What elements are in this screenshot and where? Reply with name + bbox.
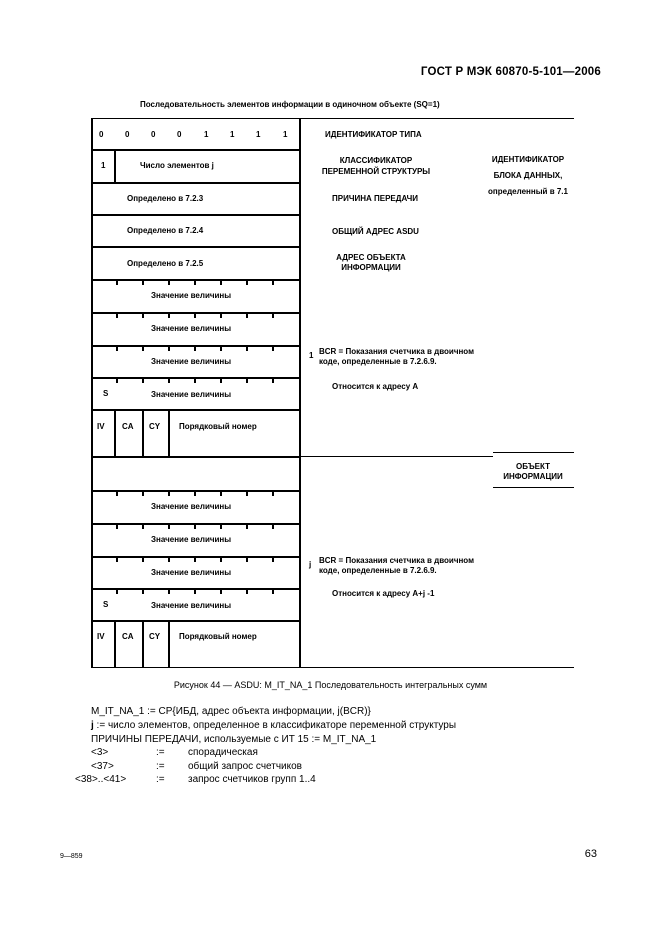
cause-desc: запрос счетчиков групп 1..4 (188, 774, 316, 785)
type-bit: 1 (204, 130, 209, 139)
asdu-structure-figure (91, 118, 574, 668)
type-identifier-label: ИДЕНТИФИКАТОР ТИПА (325, 130, 422, 139)
bcr-description: BCR = Показания счетчика в двоичном коде, определенные в 7.2.6.9. (319, 347, 474, 366)
cause-desc: общий запрос счетчиков (188, 761, 302, 772)
figure-caption: Рисунок 44 — ASDU: M_IT_NA_1 Последовательность интегральных сумм (173, 680, 488, 690)
bcr-reference: Относится к адресу A (332, 382, 419, 391)
definition-line: M_IT_NA_1 := CP{ИБД, адрес объекта информации, j(BCR)} (91, 706, 371, 717)
sequence-number: Порядковый номер (179, 422, 257, 431)
information-object-label: ОБЪЕКТ ИНФОРМАЦИИ (503, 462, 563, 481)
type-bit: 0 (99, 130, 104, 139)
value-label: Значение величины (151, 357, 232, 366)
table-caption: Последовательность элементов информации в одиночном объекте (SQ=1) (140, 100, 440, 109)
cause-op: := (156, 761, 165, 772)
asdu-address-label: ОБЩИЙ АДРЕС ASDU (332, 227, 419, 236)
value-label: Значение величины (151, 568, 232, 577)
type-bit: 0 (177, 130, 182, 139)
print-mark: 9—859 (60, 853, 83, 860)
ioa-label: АДРЕС ОБЪЕКТА ИНФОРМАЦИИ (336, 253, 406, 272)
sign-bit: S (103, 600, 109, 609)
vsq-text: Число элементов j (140, 161, 214, 170)
data-unit-id-label: ИДЕНТИФИКАТОР БЛОКА ДАННЫХ, определенный в 7.1 (488, 155, 568, 196)
standard-header: ГОСТ Р МЭК 60870-5-101—2006 (420, 66, 601, 78)
definition-variable: j (91, 720, 94, 731)
ioa-text: Определено в 7.2.5 (127, 259, 204, 268)
definition-line (91, 720, 456, 731)
bcr-description: BCR = Показания счетчика в двоичном коде, определенные в 7.2.6.9. (319, 556, 474, 575)
cause-desc: спорадическая (188, 747, 258, 758)
vsq-label: КЛАССИФИКАТОР ПЕРЕМЕННОЙ СТРУКТУРЫ (321, 156, 431, 176)
value-label: Значение величины (151, 535, 232, 544)
flag-cy: CY (149, 632, 161, 641)
bcr-reference: Относится к адресу A+j -1 (332, 589, 435, 598)
flag-ca: CA (122, 422, 134, 431)
type-bit: 1 (230, 130, 235, 139)
definition-line: ПРИЧИНЫ ПЕРЕДАЧИ, используемые с ИТ 15 := M_IT_NA_1 (91, 734, 377, 745)
type-bit: 0 (151, 130, 156, 139)
vsq-bit: 1 (101, 161, 106, 170)
cause-code: <37> (91, 761, 114, 772)
cot-text: Определено в 7.2.3 (127, 194, 204, 203)
group-index: 1 (309, 351, 314, 360)
type-bit: 1 (256, 130, 261, 139)
flag-iv: IV (97, 422, 105, 431)
flag-iv: IV (97, 632, 105, 641)
type-bit: 0 (125, 130, 130, 139)
definition-text: := число элементов, определенное в классификаторе переменной структуры (93, 720, 457, 731)
value-label: Значение величины (151, 502, 232, 511)
value-label: Значение величины (151, 390, 232, 399)
sequence-number: Порядковый номер (179, 632, 257, 641)
type-bit: 1 (283, 130, 288, 139)
value-label: Значение величины (151, 291, 232, 300)
page-number: 63 (584, 848, 597, 860)
asdu-address-text: Определено в 7.2.4 (127, 226, 204, 235)
group-index: j (309, 560, 312, 569)
cause-op: := (156, 774, 165, 785)
cause-code: <38>..<41> (75, 774, 127, 785)
value-label: Значение величины (151, 601, 232, 610)
cot-label: ПРИЧИНА ПЕРЕДАЧИ (332, 194, 418, 203)
flag-ca: CA (122, 632, 134, 641)
sign-bit: S (103, 389, 109, 398)
cause-op: := (156, 747, 165, 758)
flag-cy: CY (149, 422, 161, 431)
value-label: Значение величины (151, 324, 232, 333)
cause-code: <3> (91, 747, 109, 758)
